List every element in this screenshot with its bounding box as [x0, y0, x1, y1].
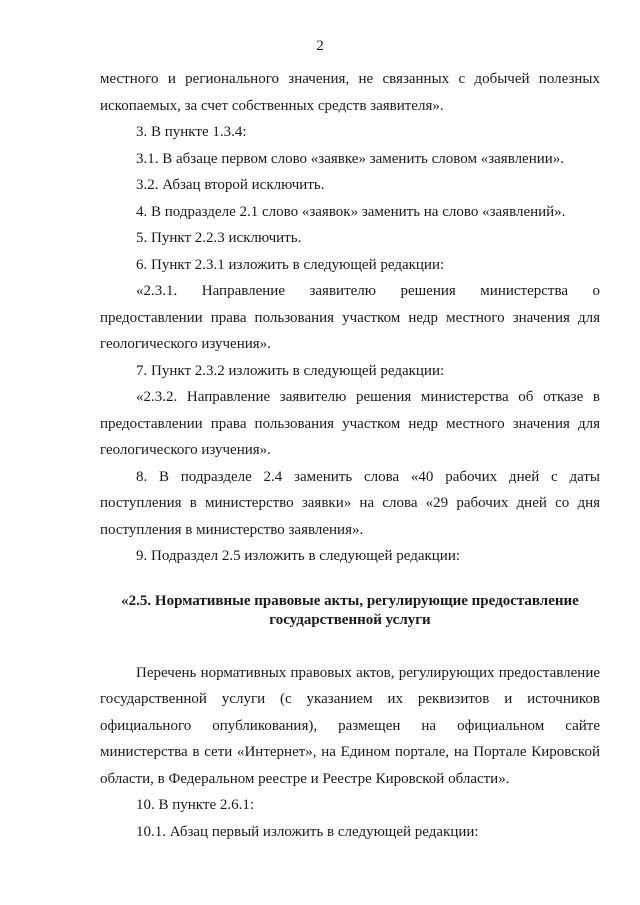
- paragraph-item-8: 8. В подразделе 2.4 заменить слова «40 рабочих дней с даты поступления в министерство заявки» на слова «29 рабочих дней со дня поступления в министерство заявления».: [100, 468, 600, 538]
- paragraph-item-3-2: 3.2. Абзац второй исключить.: [136, 177, 325, 193]
- paragraph-quote-2-3-2: «2.3.2. Направление заявителю решения министерства об отказе в предоставлении права пользования участком недр местного значения для геологического изучения».: [100, 389, 600, 458]
- section-heading: [100, 570, 600, 660]
- paragraph-item-10-1: 10.1. Абзац первый изложить в следующей редакции:: [136, 823, 479, 840]
- section-heading-line2: государственной услуги: [269, 611, 431, 628]
- section-heading-line1: «2.5. Нормативные правовые акты, регулирующие предоставление: [121, 592, 579, 609]
- paragraph-item-3: 3. В пункте 1.3.4:: [136, 124, 247, 140]
- paragraph-item-9: 9. Подраздел 2.5 изложить в следующей редакции:: [136, 548, 461, 564]
- paragraph-item-6: 6. Пункт 2.3.1 изложить в следующей редакции:: [136, 256, 445, 273]
- paragraph-item-10: 10. В пункте 2.6.1:: [136, 797, 255, 813]
- paragraph-continuation: местного и регионального значения, не связанных с добычей полезных ископаемых, за счет собственных средств заявителя».: [100, 71, 600, 114]
- paragraph-list-of-acts: Перечень нормативных правовых актов, регулирующих предоставление государственной услуги (с указанием их реквизитов и источников официального опубликования), размещен на официальном сайте министерства в сети «Интернет», на Едином портале, на Портале Кировской области, в Федеральном реестре и Реестре Кировской области».: [100, 664, 600, 787]
- paragraph-item-5: 5. Пункт 2.2.3 исключить.: [136, 230, 302, 246]
- page-number: 2: [316, 38, 324, 54]
- paragraph-item-7: 7. Пункт 2.3.2 изложить в следующей редакции:: [136, 362, 445, 379]
- paragraph-item-3-1: 3.1. В абзаце первом слово «заявке» заменить словом «заявлении».: [136, 150, 565, 167]
- paragraph-item-4: 4. В подразделе 2.1 слово «заявок» заменить на слово «заявлений».: [136, 203, 566, 220]
- document-body: [100, 66, 600, 845]
- paragraph-quote-2-3-1: «2.3.1. Направление заявителю решения министерства о предоставлении права пользования участком недр местного значения для геологического изучения».: [100, 283, 600, 352]
